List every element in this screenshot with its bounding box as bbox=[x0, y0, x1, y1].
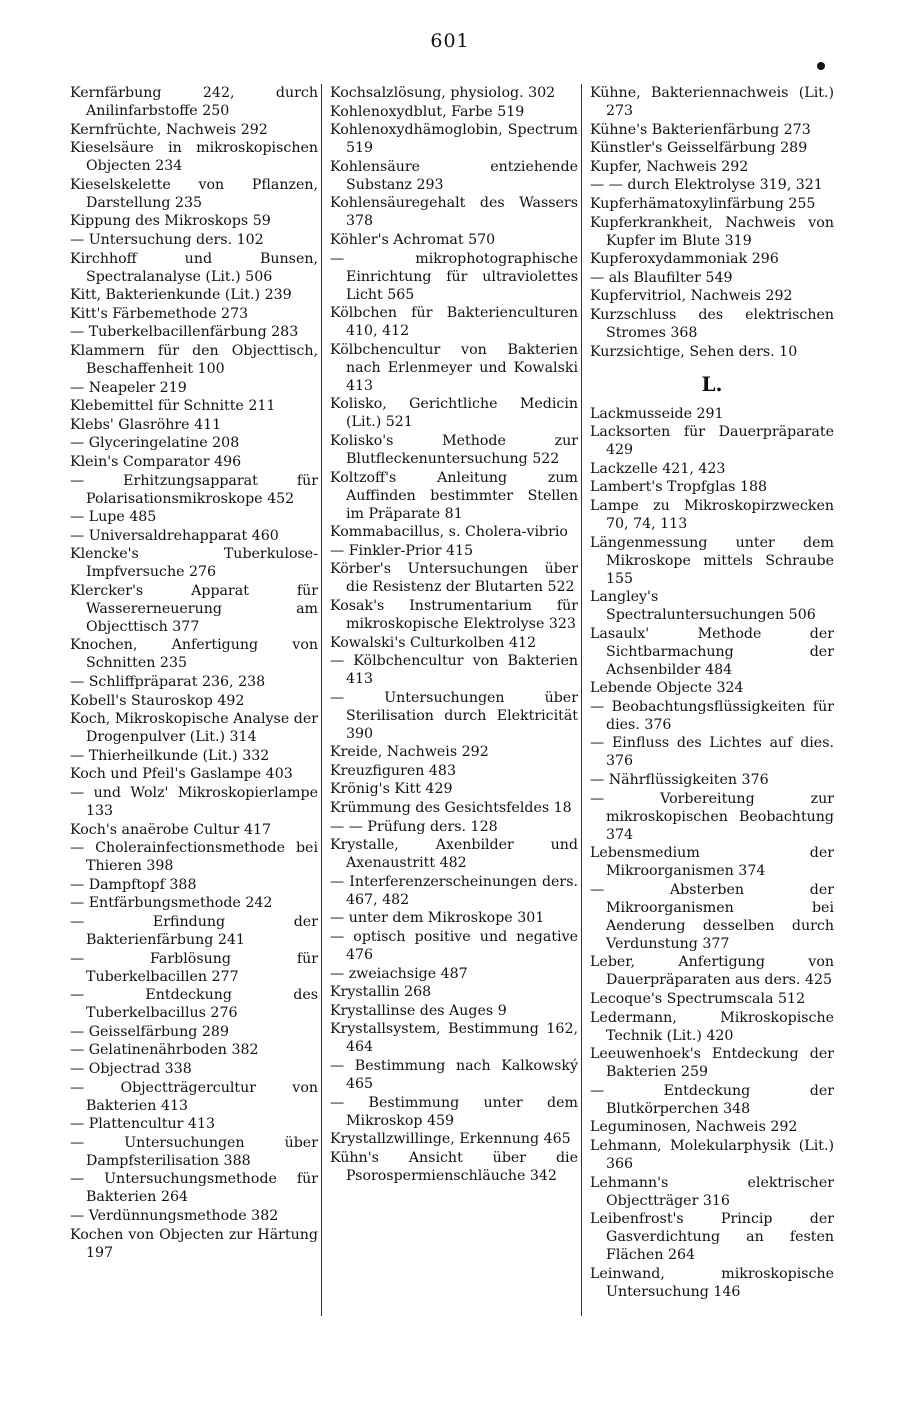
index-entry: — Interferenzerscheinungen ders. 467, 482 bbox=[330, 873, 578, 908]
index-entry: — Dampftopf 388 bbox=[70, 876, 197, 893]
index-entry: — Entdeckung des Tuberkelbacillus 276 bbox=[70, 987, 318, 1022]
index-entry: Kernfärbung 242, durch Anilinfarbstoffe 250 bbox=[70, 85, 318, 119]
index-entry: Lackmusseide 291 bbox=[590, 405, 724, 422]
index-entry: — Beobachtungsflüssigkeiten für dies. 376 bbox=[590, 698, 834, 733]
index-entry: Klercker's Apparat für Wassererneuerung am Objecttisch 377 bbox=[70, 582, 318, 635]
index-entry: Lecoque's Spectrumscala 512 bbox=[590, 991, 806, 1008]
index-entry: Längenmessung unter dem Mikroskope mittels Schraube 155 bbox=[590, 534, 834, 587]
index-entry: Leibenfrost's Princip der Gasverdichtung an festen Flächen 264 bbox=[590, 1211, 834, 1264]
index-entry: — Erhitzungsapparat für Polarisationsmikroskope 452 bbox=[70, 472, 318, 507]
index-entry: — Geisselfärbung 289 bbox=[70, 1023, 229, 1040]
index-entry: — als Blaufilter 549 bbox=[590, 269, 733, 286]
index-entry: — — durch Elektrolyse 319, 321 bbox=[590, 177, 823, 194]
index-entry: — Lupe 485 bbox=[70, 509, 157, 526]
index-entry: Kieselskelette von Pflanzen, Darstellung 235 bbox=[70, 176, 318, 211]
index-entry: Kupfer, Nachweis 292 bbox=[590, 158, 749, 175]
index-entry: Klebemittel für Schnitte 211 bbox=[70, 398, 276, 415]
index-entry: — Erfindung der Bakterienfärbung 241 bbox=[70, 914, 318, 948]
index-entry: Klein's Comparator 496 bbox=[70, 453, 242, 470]
section-letter-heading: L. bbox=[701, 371, 723, 396]
index-entry: — Entdeckung der Blutkörperchen 348 bbox=[590, 1082, 834, 1117]
index-entry: Kitt's Färbemethode 273 bbox=[70, 305, 249, 322]
index-entry: Kupfervitriol, Nachweis 292 bbox=[590, 288, 793, 305]
index-entry: Koch und Pfeil's Gaslampe 403 bbox=[70, 766, 293, 783]
index-entry: — Neapeler 219 bbox=[70, 379, 187, 396]
index-entry: — Thierheilkunde (Lit.) 332 bbox=[70, 747, 270, 764]
index-entry: — unter dem Mikroskope 301 bbox=[330, 910, 545, 927]
index-entry: Leber, Anfertigung von Dauerpräparaten aus ders. 425 bbox=[590, 954, 834, 989]
index-entry: Leeuwenhoek's Entdeckung der Bakterien 259 bbox=[590, 1046, 834, 1081]
index-entry: — mikrophotographische Einrichtung für ultraviolettes Licht 565 bbox=[330, 250, 578, 303]
index-entry: Krystallsystem, Bestimmung 162, 464 bbox=[330, 1021, 578, 1056]
index-entry: — Untersuchung ders. 102 bbox=[70, 231, 264, 248]
index-entry: Kreide, Nachweis 292 bbox=[330, 744, 489, 761]
index-entry: — Gelatinenährboden 382 bbox=[70, 1042, 259, 1059]
index-entry: Langley's Spectraluntersuchungen 506 bbox=[590, 589, 816, 624]
index-entry: Koch, Mikroskopische Analyse der Drogenpulver (Lit.) 314 bbox=[70, 711, 318, 746]
index-entry: Kohlenoxydblut, Farbe 519 bbox=[330, 103, 525, 120]
index-entry: — Untersuchungsmethode für Bakterien 264 bbox=[70, 1171, 318, 1206]
index-entry: Kühne's Bakterienfärbung 273 bbox=[590, 121, 811, 138]
index-entry: — und Wolz' Mikroskopierlampe 133 bbox=[70, 785, 318, 820]
index-entry: Lacksorten für Dauerpräparate 429 bbox=[590, 424, 834, 459]
index-entry: — Objectträgercultur von Bakterien 413 bbox=[70, 1079, 318, 1114]
index-entry: Lebensmedium der Mikroorganismen 374 bbox=[590, 845, 834, 880]
index-entry: Künstler's Geisselfärbung 289 bbox=[590, 140, 808, 157]
index-entry: — Kölbchencultur von Bakterien 413 bbox=[330, 653, 578, 688]
index-entry: Kippung des Mikroskops 59 bbox=[70, 213, 271, 230]
index-entry: Koltzoff's Anleitung zum Auffinden bestimmter Stellen im Präparate 81 bbox=[330, 469, 578, 522]
index-column-1 bbox=[70, 84, 318, 1324]
index-entry: Kühn's Ansicht über die Psorospermienschläuche 342 bbox=[330, 1149, 578, 1184]
index-entry: Ledermann, Mikroskopische Technik (Lit.) 420 bbox=[590, 1009, 834, 1044]
index-entry: Kitt, Bakterienkunde (Lit.) 239 bbox=[70, 287, 292, 304]
index-entry: Kernfrüchte, Nachweis 292 bbox=[70, 121, 268, 138]
index-entry: — Vorbereitung zur mikroskopischen Beobachtung 374 bbox=[590, 790, 834, 843]
index-entry: — Finkler-Prior 415 bbox=[330, 542, 474, 559]
index-entry: — Tuberkelbacillenfärbung 283 bbox=[70, 324, 299, 341]
index-entry: Kobell's Stauroskop 492 bbox=[70, 692, 245, 709]
index-entry: Lackzelle 421, 423 bbox=[590, 460, 726, 477]
index-entry: Köhler's Achromat 570 bbox=[330, 231, 496, 248]
index-entry: — Glyceringelatine 208 bbox=[70, 435, 240, 452]
index-entry: — Einfluss des Lichtes auf dies. 376 bbox=[590, 735, 834, 770]
index-entry: Kochen von Objecten zur Härtung 197 bbox=[70, 1226, 318, 1261]
index-entry: — Schliffpräparat 236, 238 bbox=[70, 674, 266, 691]
index-entry: — Universaldrehapparat 460 bbox=[70, 527, 279, 544]
index-entry: Lampe zu Mikroskopirzwecken 70, 74, 113 bbox=[590, 497, 834, 532]
page-number: 601 bbox=[430, 30, 470, 52]
index-column-2 bbox=[330, 84, 578, 1324]
index-entry: Kurzschluss des elektrischen Stromes 368 bbox=[590, 306, 834, 341]
index-entry: Kohlenoxydhämoglobin, Spectrum 519 bbox=[330, 122, 578, 157]
index-entry: — Untersuchungen über Dampfsterilisation 388 bbox=[70, 1134, 318, 1169]
index-entry: Körber's Untersuchungen über die Resistenz der Blutarten 522 bbox=[330, 561, 578, 596]
index-entry: Lehmann, Molekularphysik (Lit.) 366 bbox=[590, 1138, 834, 1172]
index-entry: — Bestimmung nach Kalkowský 465 bbox=[330, 1058, 578, 1092]
printed-dot-mark bbox=[817, 62, 825, 70]
index-entry: — Absterben der Mikroorganismen bei Aenderung desselben durch Verdunstung 377 bbox=[590, 881, 834, 952]
index-columns bbox=[70, 84, 834, 1324]
index-entry: — Entfärbungsmethode 242 bbox=[70, 895, 273, 912]
index-entry: Krystallin 268 bbox=[330, 984, 432, 1001]
index-entry: Kohlensäure entziehende Substanz 293 bbox=[330, 158, 578, 193]
index-entry: Lehmann's elektrischer Objectträger 316 bbox=[590, 1174, 834, 1209]
index-entry: — Cholerainfectionsmethode bei Thieren 398 bbox=[70, 840, 318, 875]
index-entry: Leguminosen, Nachweis 292 bbox=[590, 1119, 798, 1136]
index-entry: Krönig's Kitt 429 bbox=[330, 781, 453, 798]
index-entry: Kirchhoff und Bunsen, Spectralanalyse (Lit.) 506 bbox=[70, 250, 318, 285]
index-entry: Koch's anaërobe Cultur 417 bbox=[70, 821, 272, 838]
index-entry: Klencke's Tuberkulose-Impfversuche 276 bbox=[70, 546, 318, 581]
index-entry: Leinwand, mikroskopische Untersuchung 146 bbox=[590, 1265, 834, 1300]
index-entry: Lasaulx' Methode der Sichtbarmachung der Achsenbilder 484 bbox=[590, 625, 834, 678]
index-entry: — Verdünnungsmethode 382 bbox=[70, 1207, 279, 1224]
index-entry: Kolisko, Gerichtliche Medicin (Lit.) 521 bbox=[330, 396, 578, 431]
index-entry: Krümmung des Gesichtsfeldes 18 bbox=[330, 800, 572, 817]
index-entry: Lebende Objecte 324 bbox=[590, 680, 744, 697]
index-entry: — optisch positive und negative 476 bbox=[330, 929, 578, 964]
index-entry: Knochen, Anfertigung von Schnitten 235 bbox=[70, 637, 318, 672]
index-entry: — Bestimmung unter dem Mikroskop 459 bbox=[330, 1094, 578, 1129]
index-entry: — Plattencultur 413 bbox=[70, 1116, 216, 1133]
index-entry: — Nährflüssigkeiten 376 bbox=[590, 772, 769, 789]
index-entry: Kupferoxydammoniak 296 bbox=[590, 251, 779, 268]
index-entry: Kreuzfiguren 483 bbox=[330, 762, 456, 779]
index-entry: — — Prüfung ders. 128 bbox=[330, 818, 498, 835]
index-entry: Kupferhämatoxylinfärbung 255 bbox=[590, 195, 816, 212]
index-entry: — zweiachsige 487 bbox=[330, 965, 468, 982]
index-entry: Klebs' Glasröhre 411 bbox=[70, 416, 222, 433]
index-entry: Kurzsichtige, Sehen ders. 10 bbox=[590, 343, 798, 360]
index-entry: Kochsalzlösung, physiolog. 302 bbox=[330, 85, 556, 101]
index-entry: Krystallzwillinge, Erkennung 465 bbox=[330, 1131, 571, 1148]
index-entry: Kosak's Instrumentarium für mikroskopische Elektrolyse 323 bbox=[330, 597, 578, 632]
index-entry: Kolisko's Methode zur Blutfleckenuntersuchung 522 bbox=[330, 432, 578, 467]
index-entry: Krystallinse des Auges 9 bbox=[330, 1002, 507, 1019]
index-entry: Kölbchencultur von Bakterien nach Erlenmeyer und Kowalski 413 bbox=[330, 341, 578, 394]
index-entry: Lambert's Tropfglas 188 bbox=[590, 479, 768, 496]
index-entry: Krystalle, Axenbilder und Axenaustritt 482 bbox=[330, 837, 578, 872]
index-entry: Kohlensäuregehalt des Wassers 378 bbox=[330, 195, 578, 230]
index-entry: Klammern für den Objecttisch, Beschaffenheit 100 bbox=[70, 342, 318, 377]
index-entry: Kölbchen für Bakterienculturen 410, 412 bbox=[330, 305, 578, 340]
index-entry: — Objectrad 338 bbox=[70, 1060, 192, 1077]
index-entry: Kommabacillus, s. Cholera-vibrio bbox=[330, 524, 568, 541]
index-entry: Kowalski's Culturkolben 412 bbox=[330, 634, 537, 651]
index-entry: Kupferkrankheit, Nachweis von Kupfer im Blute 319 bbox=[590, 214, 834, 249]
index-column-3 bbox=[590, 84, 834, 1324]
index-entry: Kieselsäure in mikroskopischen Objecten 234 bbox=[70, 140, 318, 175]
index-entry: — Farblösung für Tuberkelbacillen 277 bbox=[70, 950, 318, 985]
index-entry: — Untersuchungen über Sterilisation durch Elektricität 390 bbox=[330, 689, 578, 742]
index-entry: Kühne, Bakteriennachweis (Lit.) 273 bbox=[590, 85, 834, 119]
